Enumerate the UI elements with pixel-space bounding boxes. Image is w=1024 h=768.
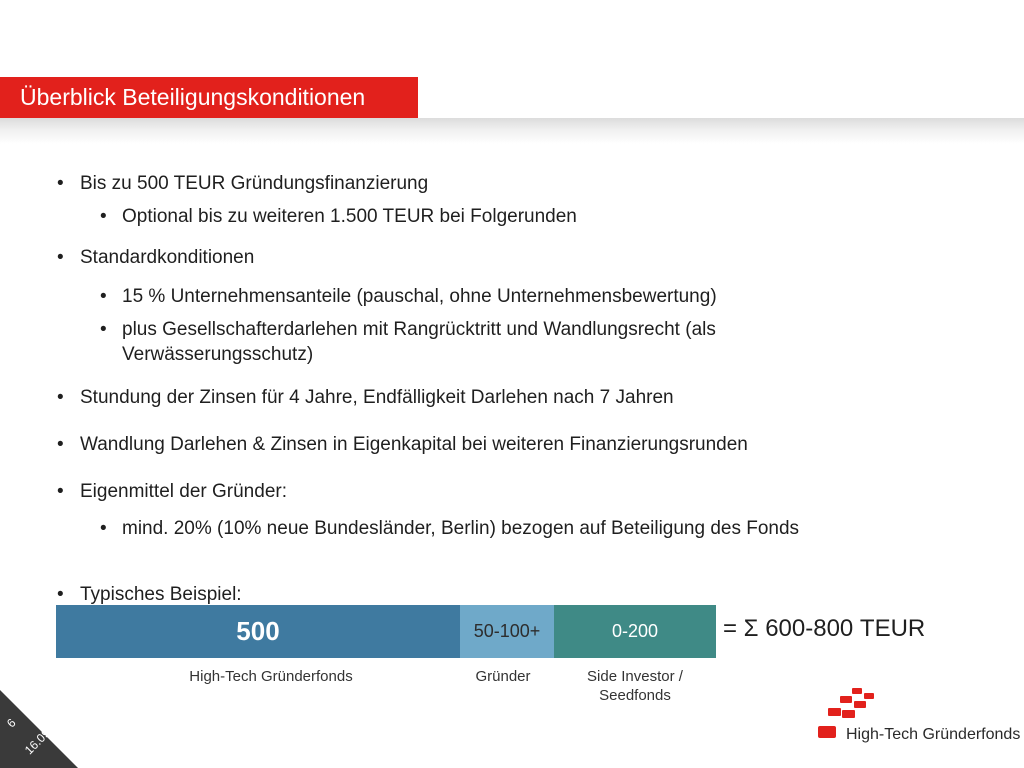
bar-label-founders: Gründer [475,668,531,685]
bullet-item: • Wandlung Darlehen & Zinsen in Eigenkapital bei weiteren Finanzierungsrunden [57,434,748,455]
slide-date: 16.09.2018 [21,704,75,758]
bullet-item: • Stundung der Zinsen für 4 Jahre, Endfälligkeit Darlehen nach 7 Jahren [57,387,674,408]
sub-bullet-item: • 15 % Unternehmensanteile (pauschal, ohne Unternehmensbewertung) [100,286,717,307]
bullet-item: • Bis zu 500 TEUR Gründungsfinanzierung [57,173,429,194]
bar-segment-side-investor: 0-200 [554,605,716,658]
sub-bullet-item: • Optional bis zu weiteren 1.500 TEUR bei Folgerunden [100,206,577,227]
bar-label-side-investor: Side Investor / Seedfonds [587,668,683,704]
bar-segment-hgf: 500 [56,605,460,658]
sub-bullet-item: • plus Gesellschafterdarlehen mit Rangrücktritt und Wandlungsrecht (als Verwässerungsschutz) [100,319,716,365]
page-number: 6 [4,715,19,731]
funding-total: = Σ 600-800 TEUR [723,615,926,642]
bullet-item: • Standardkonditionen [57,247,255,268]
logo-text: High-Tech Gründerfonds [846,726,1021,743]
sub-bullet-item: • mind. 20% (10% neue Bundesländer, Berlin) bezogen auf Beteiligung des Fonds [100,518,800,539]
bar-label-hgf: High-Tech Gründerfonds [189,668,353,685]
slide-title: Überblick Beteiligungskonditionen [0,77,418,118]
header-band [0,118,1024,144]
bar-segment-founders: 50-100+ [460,605,554,658]
bullet-item: • Eigenmittel der Gründer: [57,481,287,502]
bullet-item: • Typisches Beispiel: [57,584,242,605]
